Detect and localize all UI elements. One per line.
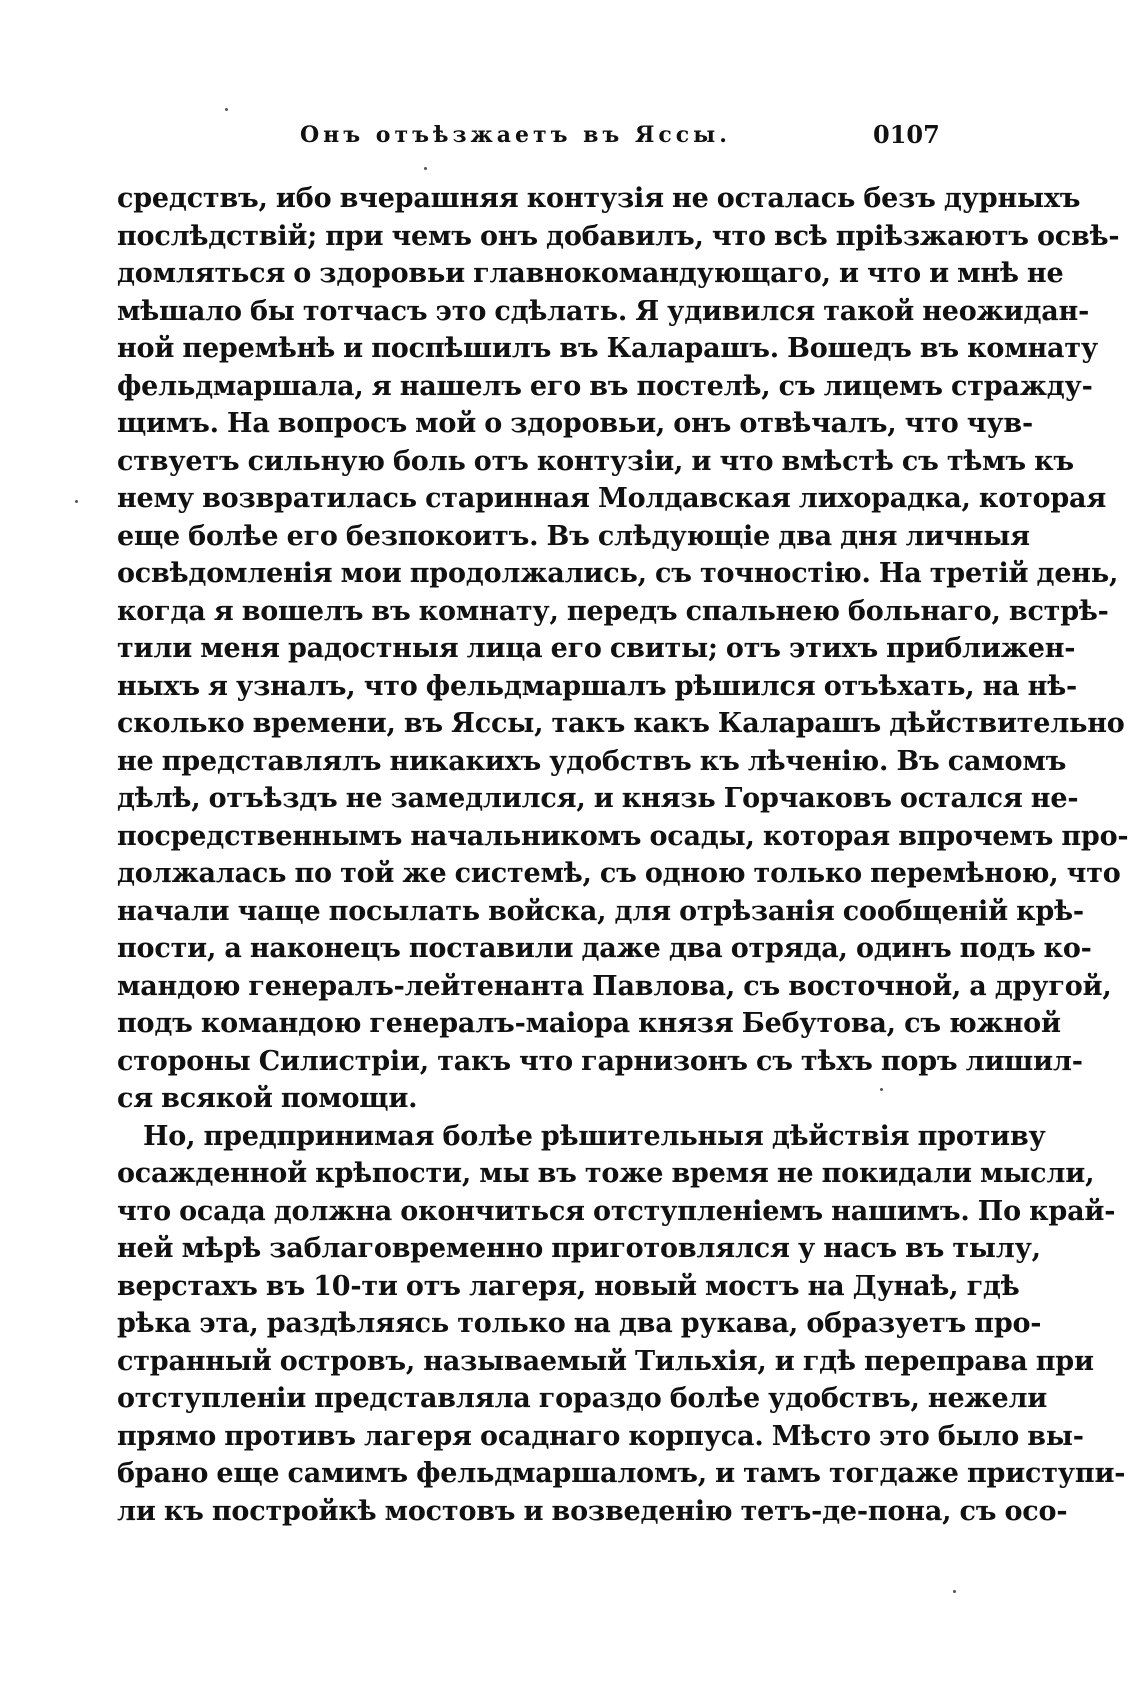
scan-speck xyxy=(75,500,78,503)
text-line: средствъ, ибо вчерашняя контузія не осталась безъ дурныхъ xyxy=(117,183,1081,214)
text-line: начали чаще посылать войска, для отрѣзанія сообщеній крѣ- xyxy=(117,895,1084,927)
running-title: Онъ отъѣзжаетъ въ Яссы. xyxy=(300,122,731,148)
text-line: ствуетъ сильную боль отъ контузіи, и что вмѣстѣ съ тѣмъ къ xyxy=(117,445,1074,477)
text-line: ной перемѣнѣ и поспѣшилъ въ Каларашъ. Вошедъ въ комнату xyxy=(117,333,1098,364)
text-line: мѣшало бы тотчасъ это сдѣлать. Я удивился такой неожидан- xyxy=(117,295,1090,327)
text-line: тили меня радостныя лица его свиты; отъ этихъ приближен- xyxy=(117,633,1076,664)
text-line: не представлялъ никакихъ удобствъ къ лѣченію. Въ самомъ xyxy=(117,745,1067,777)
page-number: 0107 xyxy=(873,120,940,149)
text-line: когда я вошелъ въ комнату, передъ спальнею больнаго, встрѣ- xyxy=(117,595,1109,627)
text-line: пости, а наконецъ поставили даже два отряда, одинъ подъ ко- xyxy=(117,933,1092,964)
text-line: фельдмаршала, я нашелъ его въ постелѣ, съ лицемъ стражду- xyxy=(117,370,1093,402)
scan-speck xyxy=(424,167,427,170)
text-line: ся всякой помощи. xyxy=(117,1083,418,1114)
text-line: отступленіи представляла гораздо болѣе удобствъ, нежели xyxy=(117,1383,1048,1414)
text-line: прямо противъ лагеря осаднаго корпуса. Мѣсто это было вы- xyxy=(117,1420,1084,1452)
text-line: посредственнымъ начальникомъ осады, которая впрочемъ про- xyxy=(117,820,1129,852)
paragraph-2 xyxy=(117,1118,1126,1531)
text-line: рѣка эта, раздѣляясь только на два рукава, образуетъ про- xyxy=(117,1308,1042,1339)
text-line: еще болѣе его безпокоитъ. Въ слѣдующіе два дня личныя xyxy=(117,520,1030,552)
text-line: ней мѣрѣ заблаговременно приготовлялся у насъ въ тылу, xyxy=(117,1233,1041,1264)
text-line: щимъ. На вопросъ мой о здоровьи, онъ отвѣчалъ, что чув- xyxy=(117,408,1033,439)
scan-speck xyxy=(953,1590,956,1593)
text-line: что осада должна окончиться отступленіемъ нашимъ. По край- xyxy=(117,1195,1116,1227)
text-line: должалась по той же системѣ, съ одною только перемѣною, что xyxy=(117,858,1121,889)
text-line: освѣдомленія мои продолжались, съ точностію. На третій день, xyxy=(117,558,1119,589)
text-line: Но, предпринимая болѣе рѣшительныя дѣйствія противу xyxy=(143,1120,1046,1152)
text-line: подъ командою генералъ-маіора князя Бебутова, съ южной xyxy=(117,1008,1061,1039)
text-line: ли къ постройкѣ мостовъ и возведенію тетъ-де-пона, съ осо- xyxy=(117,1495,1068,1527)
body-text xyxy=(117,180,1129,1530)
text-line: верстахъ въ 10-ти отъ лагеря, новый мостъ на Дунаѣ, гдѣ xyxy=(117,1270,1020,1302)
text-line: послѣдствій; при чемъ онъ добавилъ, что всѣ пріѣзжаютъ освѣ- xyxy=(117,220,1120,252)
text-line: дѣлѣ, отъѣздъ не замедлился, и князь Горчаковъ остался не- xyxy=(117,783,1079,814)
text-line: стороны Силистріи, такъ что гарнизонъ съ тѣхъ поръ лишил- xyxy=(117,1045,1083,1077)
text-line: брано еще самимъ фельдмаршаломъ, и тамъ тогдаже приступи- xyxy=(117,1458,1126,1489)
scan-speck xyxy=(225,108,228,111)
text-line: домляться о здоровьи главнокомандующаго, и что и мнѣ не xyxy=(117,258,1064,289)
scan-speck xyxy=(880,1088,883,1091)
text-line: ныхъ я узналъ, что фельдмаршалъ рѣшился отъѣхать, на нѣ- xyxy=(117,670,1077,702)
text-line: сколько времени, въ Яссы, такъ какъ Каларашъ дѣйствительно xyxy=(117,708,1125,739)
text-line: странный островъ, называемый Тильхія, и гдѣ переправа при xyxy=(117,1345,1094,1377)
text-line: мандою генералъ-лейтенанта Павлова, съ восточной, а другой, xyxy=(117,970,1112,1002)
text-line: нему возвратилась старинная Молдавская лихорадка, которая xyxy=(117,483,1107,514)
text-line: осажденной крѣпости, мы въ тоже время не покидали мысли, xyxy=(117,1158,1095,1189)
paragraph-1 xyxy=(117,180,1129,1118)
